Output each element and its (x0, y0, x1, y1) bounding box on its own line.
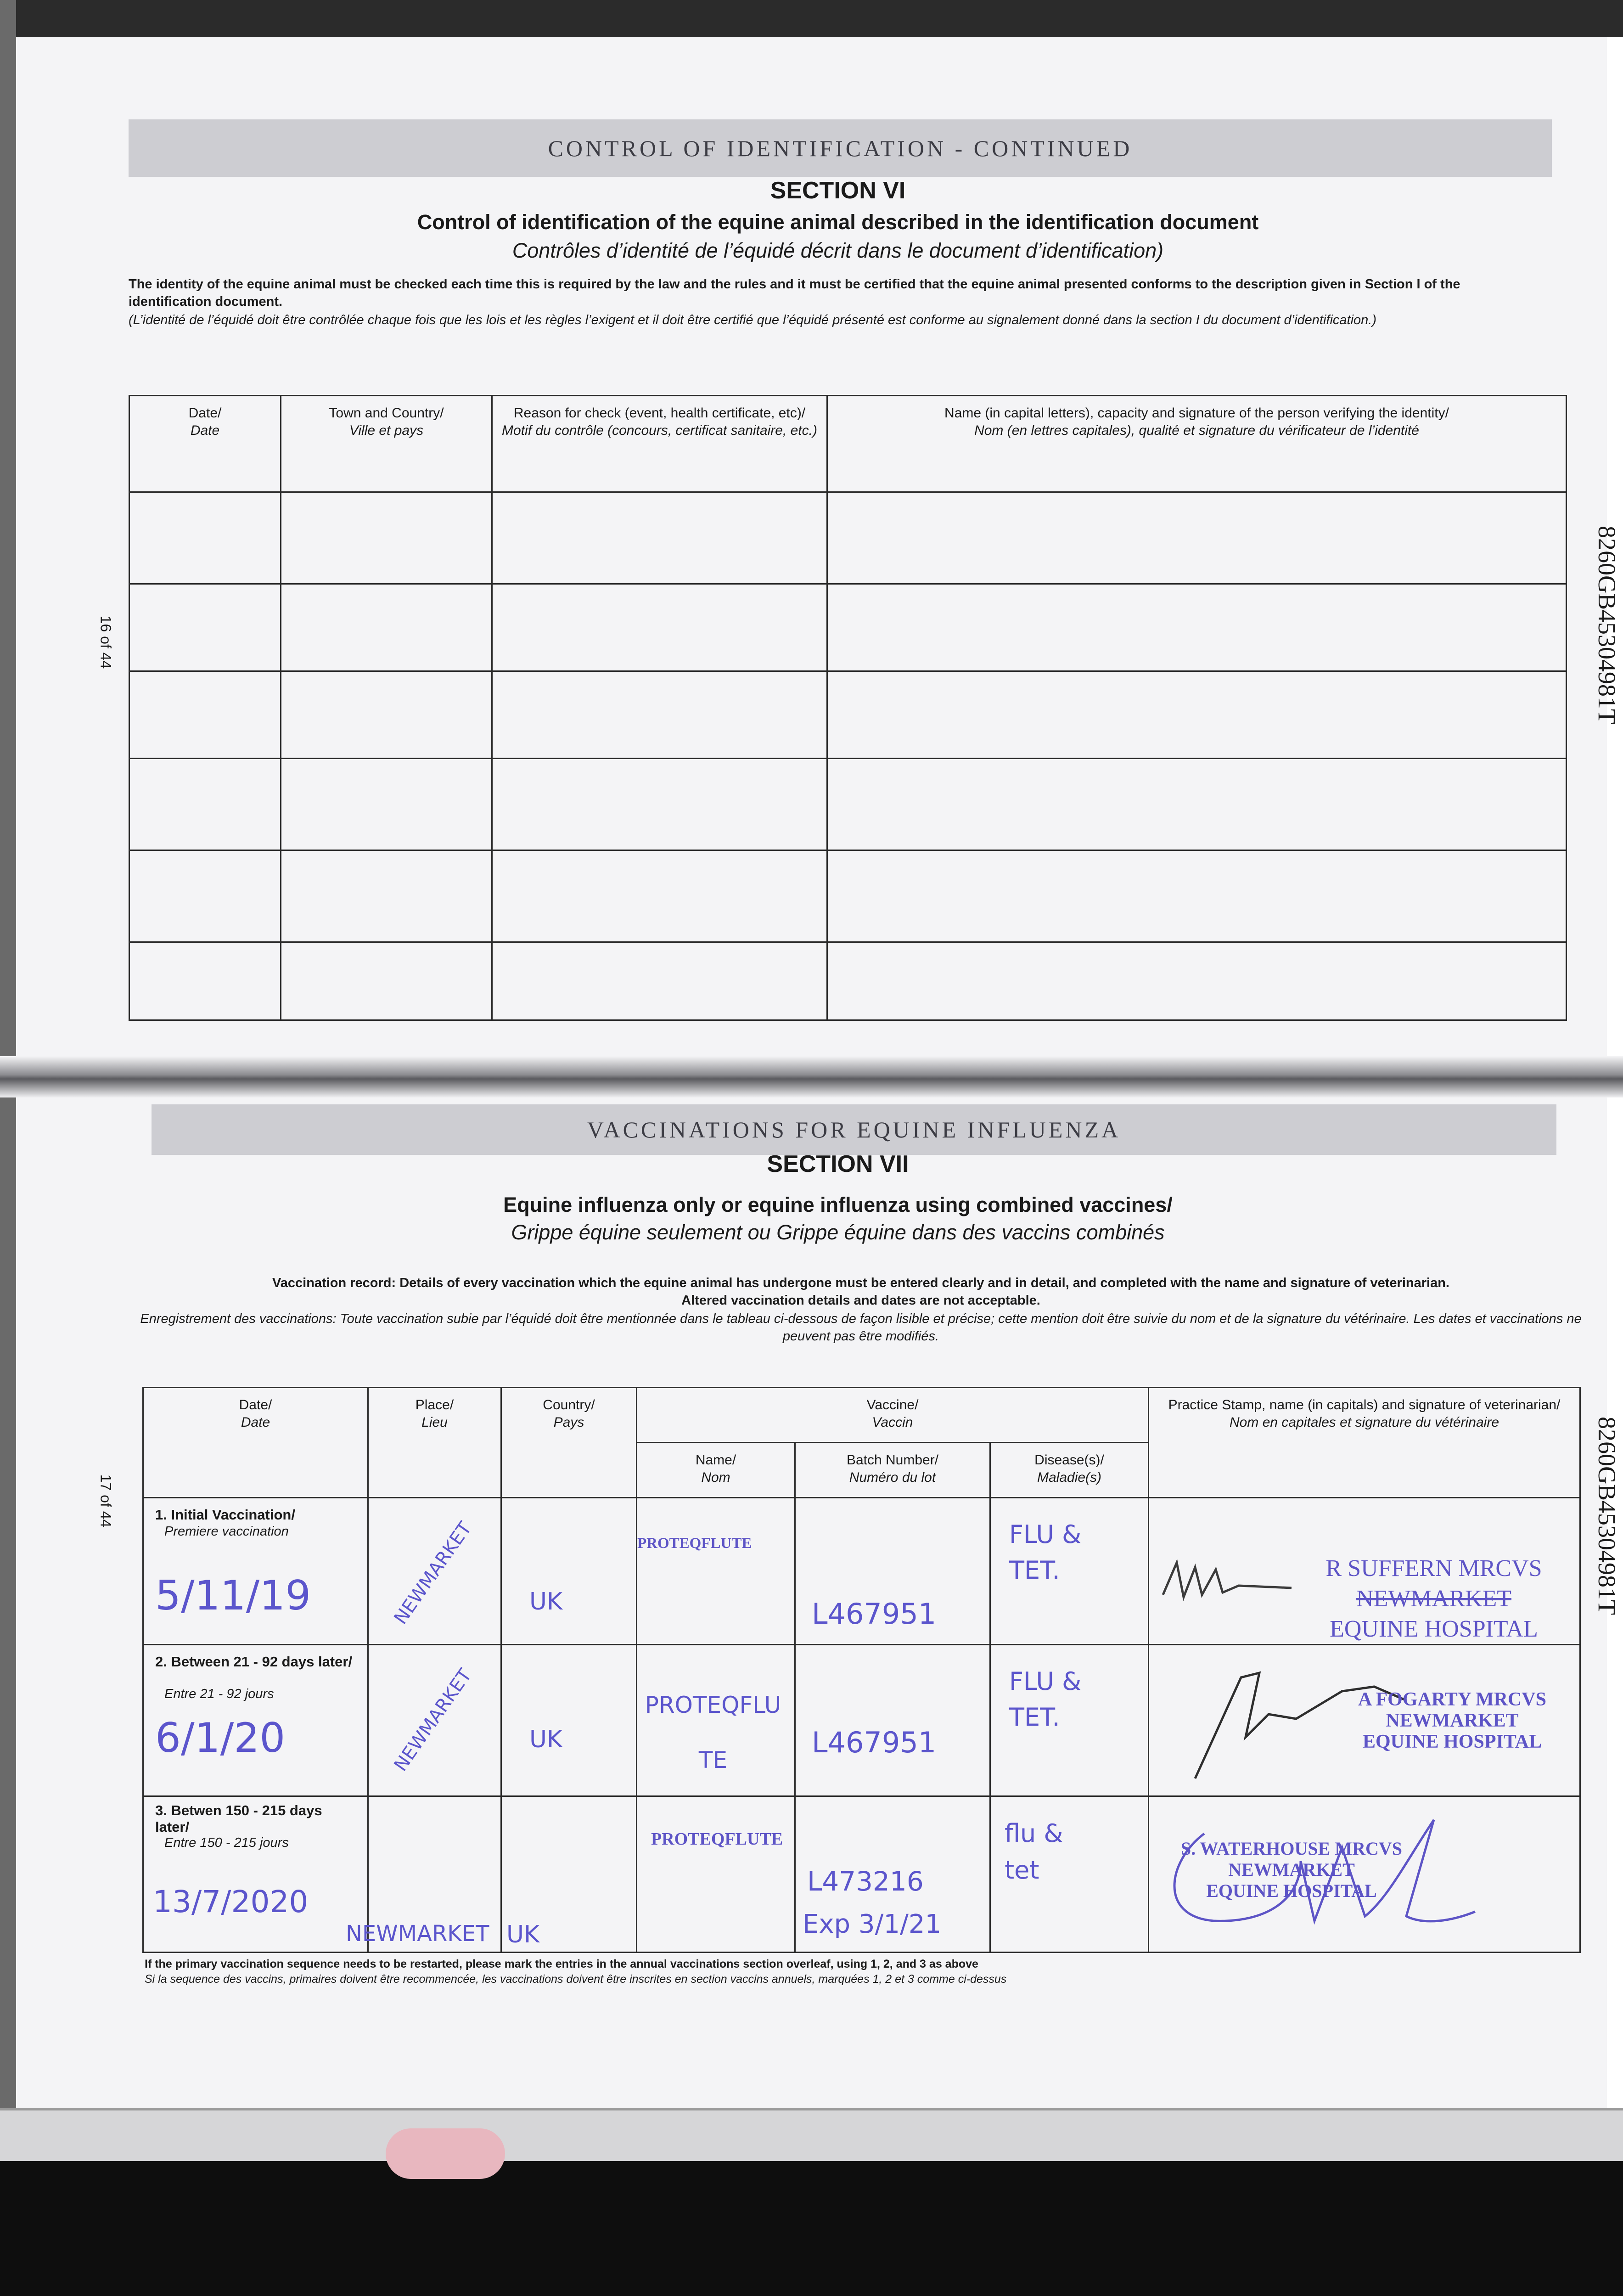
lower-side-id: 8260GB45304981T (1593, 1417, 1621, 1615)
col-reason-header: Reason for check (event, health certificate, etc)/ Motif du contrôle (concours, certificat sanitaire, etc.) (492, 396, 827, 492)
vacc-row2-disease-cell[interactable] (990, 1645, 1149, 1796)
row-label: 3. Betwen 150 - 215 days later/ (155, 1802, 322, 1835)
vet-stamp-line: EQUINE HOSPITAL (1206, 1880, 1377, 1901)
top-dark-edge (0, 0, 1623, 37)
upper-instruction-en: The identity of the equine animal must be checked each time this is required by the law and the rules and it must be certified that the equine animal presented conforms to the description given in Section I of the identification document. (129, 277, 1460, 309)
vacc-place-value: NEWMARKET (346, 1921, 489, 1947)
bottom-dark-edge (0, 2158, 1623, 2296)
vacc-row1-stamp-cell[interactable] (1149, 1498, 1580, 1645)
vacc-row1-place-cell[interactable] (368, 1498, 501, 1645)
vacc-country-value: UK (506, 1921, 540, 1948)
row-label-fr: Entre 21 - 92 jours (164, 1687, 274, 1701)
vacc-name-value: PROTEQFLUTE (637, 1535, 752, 1552)
lower-record-en2: Altered vaccination details and dates are not acceptable. (681, 1293, 1040, 1308)
lower-footnote-fr: Si la sequence des vaccins, primaires doivent être recommencée, les vaccinations doivent être inscrites en section vaccins annuels, marquées 1, 2 et 3 comme ci-dessus (145, 1973, 1007, 1986)
vacc-row3-stamp-cell[interactable] (1149, 1796, 1580, 1953)
vet-stamp-line: EQUINE HOSPITAL (1330, 1616, 1538, 1642)
vacc-row1-batch-cell[interactable] (795, 1498, 990, 1645)
table-row (143, 1498, 1580, 1645)
upper-band-title: CONTROL OF IDENTIFICATION - CONTINUED (129, 119, 1552, 177)
lower-heading-en: Equine influenza only or equine influenza using combined vaccines/ (503, 1193, 1173, 1216)
table-row (129, 759, 1567, 850)
lower-footnote-en: If the primary vaccination sequence needs to be restarted, please mark the entries in the annual vaccinations section overleaf, using 1, 2, and 3 as above (145, 1958, 978, 1970)
vaccination-table (142, 1387, 1581, 1953)
lower-record-en: Vaccination record: Details of every vaccination which the equine animal has undergone must be entered clearly and in detail, and completed with the name and signature of veterinarian. (272, 1276, 1449, 1290)
lower-band-title: VACCINATIONS FOR EQUINE INFLUENZA (152, 1104, 1556, 1155)
vacc-row2-place-cell[interactable] (368, 1645, 501, 1796)
vacc-batch-value: L467951 (812, 1597, 937, 1631)
upper-heading-fr: Contrôles d’identité de l’équidé décrit dans le document d’identification) (512, 239, 1164, 262)
vacc-batch-header: Batch Number/ Numéro du lot (795, 1443, 990, 1498)
vacc-place-header: Place/ Lieu (368, 1388, 501, 1498)
vacc-row3-place-cell[interactable] (346, 1796, 501, 1953)
book-bottom-cover (0, 2108, 1623, 2161)
table-row (129, 584, 1567, 671)
lower-heading-fr: Grippe équine seulement ou Grippe équine dans des vaccins combinés (511, 1221, 1165, 1244)
vacc-batch-value: L473216 (807, 1866, 924, 1897)
table-row (143, 1645, 1580, 1796)
lower-page-number: 17 of 44 (97, 1474, 114, 1528)
vet-stamp-line: NEWMARKET (1356, 1586, 1511, 1612)
vacc-country-value: UK (529, 1726, 563, 1753)
vacc-place-value: NEWMARKET (390, 1518, 476, 1628)
vacc-date-value: 13/7/2020 (153, 1884, 309, 1919)
lower-record-fr: Enregistrement des vaccinations: Toute vaccination subie par l’équidé doit être mentionnée dans le tableau ci-dessous de façon lisible et précise; cette mention doit être suivie du nom et de la signature du vétérinaire. Les dates et vaccinations ne peuvent pas être modifiés. (140, 1311, 1582, 1344)
vet-stamp-line: NEWMARKET (1386, 1710, 1519, 1731)
vacc-row1-country-cell[interactable] (501, 1498, 637, 1645)
vacc-name-value: PROTEQFLU TE (645, 1692, 781, 1773)
table-row (129, 850, 1567, 942)
table-row (129, 942, 1567, 1020)
vacc-row2-stamp-cell[interactable] (1149, 1645, 1580, 1796)
vaccination-header-row (143, 1388, 1580, 1443)
row-label: 1. Initial Vaccination/ (155, 1507, 295, 1523)
table-row (143, 1796, 1580, 1953)
vacc-name-header: Name/ Nom (637, 1443, 795, 1498)
table-row (129, 671, 1567, 759)
upper-page-number: 16 of 44 (97, 615, 114, 669)
vacc-batch-value: L467951 (812, 1726, 937, 1759)
book-gutter (0, 1056, 1623, 1097)
row-label-fr: Premiere vaccination (164, 1524, 289, 1539)
vacc-row3-date-cell[interactable] (143, 1796, 368, 1953)
upper-heading-en: Control of identification of the equine animal described in the identification document (417, 210, 1259, 234)
vacc-disease-value: FLU & TET. (1009, 1667, 1082, 1732)
identity-check-table (129, 395, 1567, 1021)
row-label: 2. Between 21 - 92 days later/ (155, 1654, 353, 1670)
identity-check-header-row (129, 396, 1567, 492)
vacc-batch-expiry: Exp 3/1/21 (803, 1909, 942, 1939)
vet-stamp-line: NEWMARKET (1228, 1859, 1355, 1880)
vacc-row2-date-cell[interactable] (143, 1645, 368, 1796)
vacc-name-value: PROTEQFLUTE (651, 1829, 783, 1849)
vacc-disease-value: FLU & TET. (1009, 1520, 1082, 1585)
vacc-row1-date-cell[interactable] (143, 1498, 368, 1645)
vet-stamp-line: S. WATERHOUSE MRCVS (1181, 1838, 1402, 1859)
vet-stamp (1324, 1689, 1581, 1752)
vacc-row1-disease-cell[interactable] (990, 1498, 1149, 1645)
vacc-date-value: 5/11/19 (155, 1572, 311, 1619)
vet-stamp-line: EQUINE HOSPITAL (1362, 1731, 1542, 1752)
upper-instruction-fr: (L’identité de l’équidé doit être contrôlée chaque fois que les lois et les règles l’exigent et il doit être certifié que l’équidé présenté est conforme au signalement donné dans la section I du document d’identification.) (129, 313, 1376, 327)
vacc-disease-header: Disease(s)/ Maladie(s) (990, 1443, 1149, 1498)
table-row (129, 492, 1567, 584)
upper-side-id: 8260GB45304981T (1593, 526, 1621, 724)
vacc-country-value: UK (529, 1588, 563, 1615)
vacc-country-header: Country/ Pays (501, 1388, 637, 1498)
vacc-date-header: Date/ Date (143, 1388, 368, 1498)
vet-stamp (1287, 1553, 1581, 1644)
vacc-row2-batch-cell[interactable] (795, 1645, 990, 1796)
col-town-header: Town and Country/ Ville et pays (281, 396, 492, 492)
lower-section-title: SECTION VII (767, 1151, 909, 1177)
vacc-row3-country-cell[interactable] (501, 1796, 637, 1953)
vacc-vaccine-header: Vaccine/ Vaccin (637, 1388, 1149, 1443)
vacc-row2-vaccine-cell[interactable] (637, 1645, 795, 1796)
vet-stamp-line: A FOGARTY MRCVS (1358, 1689, 1546, 1710)
vet-stamp-line: R SUFFERN MRCVS (1325, 1555, 1542, 1581)
vacc-row3-batch-cell[interactable] (795, 1796, 990, 1953)
vacc-disease-value: flu & tet (1005, 1819, 1063, 1885)
vacc-stamp-header: Practice Stamp, name (in capitals) and signature of veterinarian/ Nom en capitales et signature du vétérinaire (1149, 1388, 1580, 1498)
col-verifier-header: Name (in capital letters), capacity and signature of the person verifying the identity/ Nom (en lettres capitales), qualité et signature du vérificateur de l’identité (827, 396, 1567, 492)
vacc-date-value: 6/1/20 (155, 1714, 286, 1761)
vet-stamp (1177, 1838, 1406, 1902)
col-date-header: Date/ Date (129, 396, 281, 492)
vacc-row3-vaccine-cell[interactable] (637, 1796, 795, 1953)
row-label-fr: Entre 150 - 215 jours (164, 1835, 289, 1850)
upper-section-title: SECTION VI (770, 177, 906, 204)
vacc-row1-vaccine-cell[interactable] (637, 1498, 795, 1645)
finger-photo-artifact (386, 2128, 505, 2179)
vacc-row3-disease-cell[interactable] (990, 1796, 1149, 1953)
vacc-place-value: NEWMARKET (390, 1665, 476, 1775)
vacc-row2-country-cell[interactable] (501, 1645, 637, 1796)
signature-icon (1158, 1553, 1296, 1609)
